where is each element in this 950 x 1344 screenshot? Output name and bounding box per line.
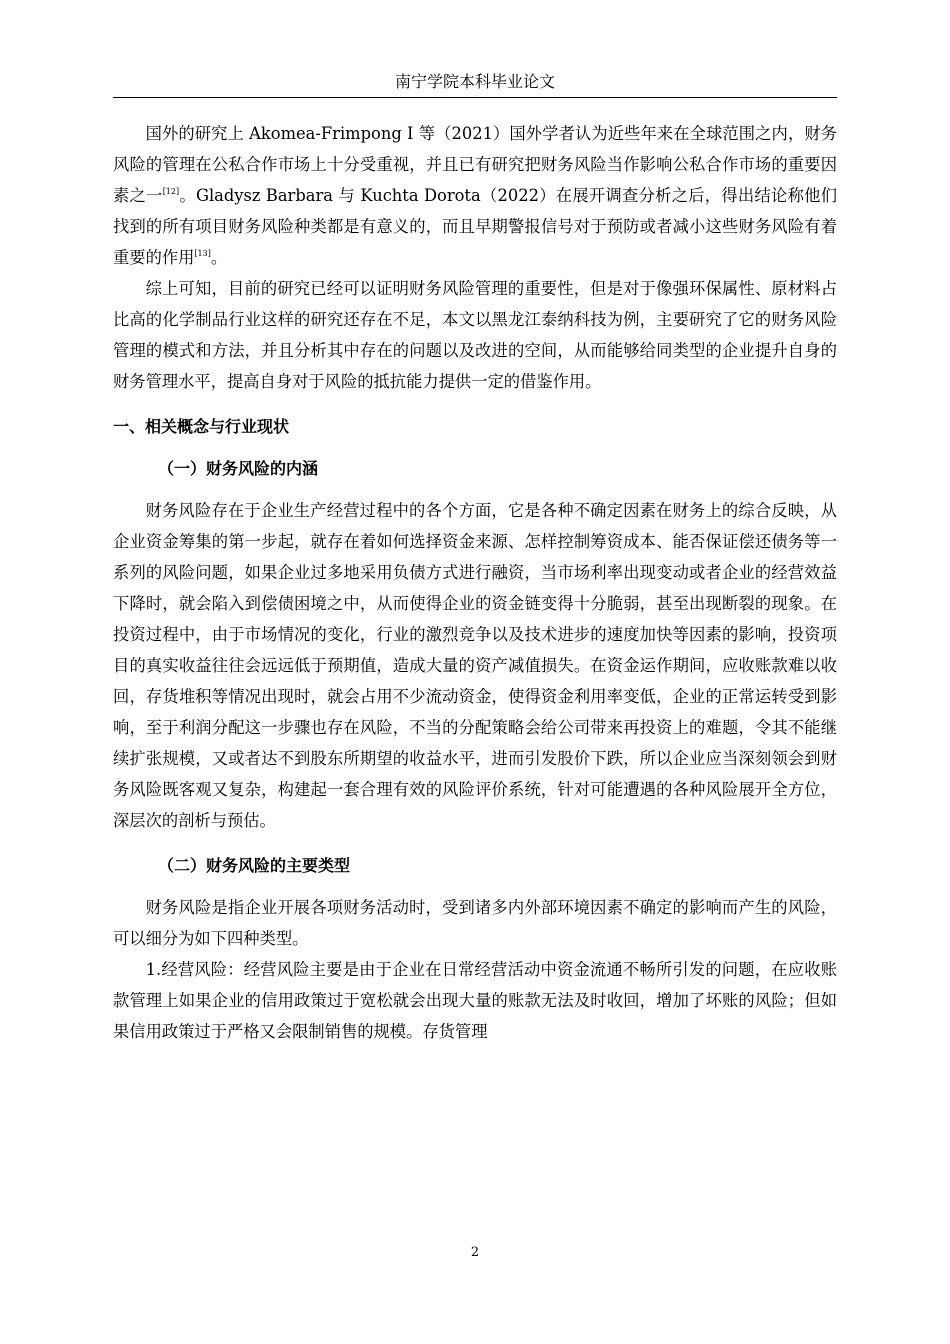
section-heading: 一、相关概念与行业现状 [113,417,290,436]
running-header: 南宁学院本科毕业论文 [113,70,837,98]
subsection-heading: （一）财务风险的内涵 [158,459,319,478]
paragraph-text: 。Gladysz Barbara 与 Kuchta Dorota（2022）在展开调查分析之后，得出结论称他们找到的所有项目财务风险种类都是有意义的，而且早期警报信号对于预防或者减小这些财务风险有着重要的作用 [113,186,837,267]
paragraph-text: 。 [210,248,228,267]
paragraph: 财务风险是指企业开展各项财务活动时，受到诸多内外部环境因素不确定的影响而产生的风险，可以细分为如下四种类型。 [113,898,837,948]
paragraph: 财务风险存在于企业生产经营过程中的各个方面，它是各种不确定因素在财务上的综合反映，从企业资金筹集的第一步起，就存在着如何选择资金来源、怎样控制筹资成本、能否保证偿还债务等一系列的风险问题，如果企业过多地采用负债方式进行融资，当市场利率出现变动或者企业的经营效益下降时，就会陷入到偿债困境之中，从而使得企业的资金链变得十分脆弱，甚至出现断裂的现象。在投资过程中，由于市场情况的变化，行业的激烈竞争以及技术进步的速度加快等因素的影响，投资项目的真实收益往往会远远低于预期值，造成大量的资产减值损失。在资金运作期间，应收账款难以收回，存货堆积等情况出现时，就会占用不少流动资金，使得资金利用率变低，企业的正常运转受到影响，至于利润分配这一步骤也存在风险，不当的分配策略会给公司带来再投资上的难题，令其不能继续扩张规模，又或者达不到股东所期望的收益水平，进而引发股价下跌，所以企业应当深刻领会到财务风险既客观又复杂，构建起一套合理有效的风险评价系统，针对可能遭遇的各种风险展开全方位，深层次的剖析与预估。 [113,501,837,830]
citation-ref: [13] [194,249,211,258]
paragraph: 综上可知，目前的研究已经可以证明财务风险管理的重要性，但是对于像强环保属性、原材料占比高的化学制品行业这样的研究还存在不足，本文以黑龙江泰纳科技为例，主要研究了它的财务风险管理的模式和方法，并且分析其中存在的问题以及改进的空间，从而能够给同类型的企业提升自身的财务管理水平，提高自身对于风险的抵抗能力提供一定的借鉴作用。 [113,279,837,391]
paragraph [113,118,837,273]
subsection-heading: （二）财务风险的主要类型 [158,856,351,875]
citation-ref: [12] [162,187,180,196]
paragraph: 1.经营风险：经营风险主要是由于企业在日常经营活动中资金流通不畅所引发的问题，在应收账款管理上如果企业的信用政策过于宽松就会出现大量的账款无法及时收回，增加了坏账的风险；但如果信用政策过于严格又会限制销售的规模。存货管理 [113,960,837,1041]
page-number: 2 [470,1245,480,1260]
page-body [113,118,837,1047]
paragraph-text: 国外的研究上 Akomea-Frimpong I 等（2021）国外学者认为近些年来在全球范围之内，财务风险的管理在公私合作市场上十分受重视，并且已有研究把财务风险当作影响公私合作市场的重要因素之一 [113,124,837,205]
